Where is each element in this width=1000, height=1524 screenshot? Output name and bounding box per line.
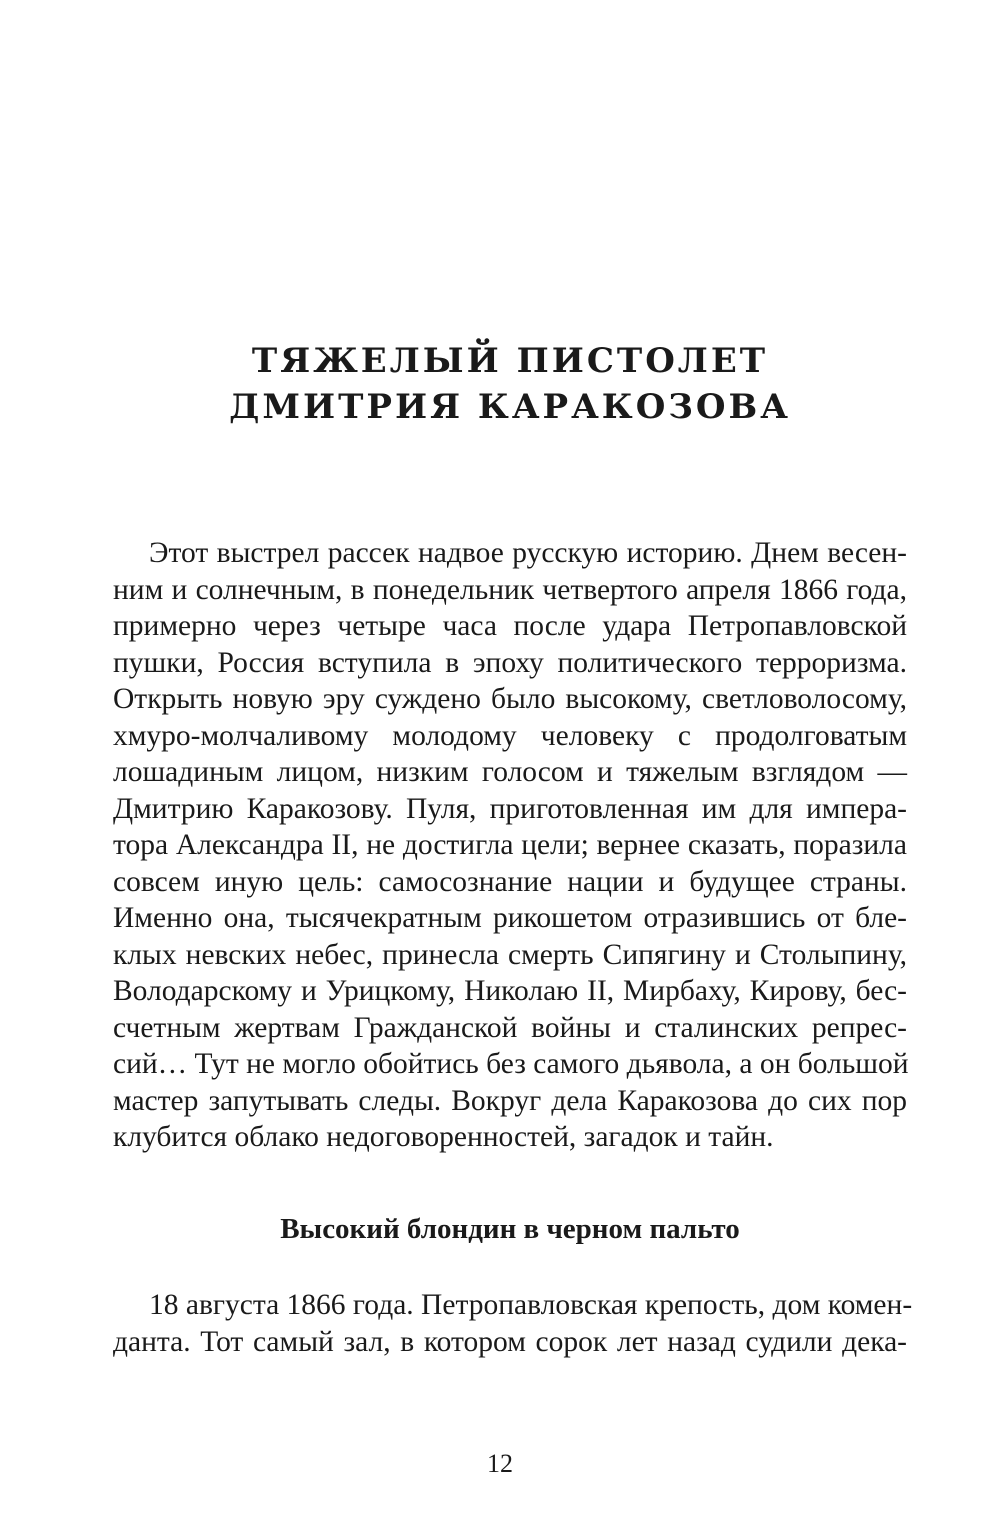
chapter-title-line-1: ТЯЖЕЛЫЙ ПИСТОЛЕТ <box>251 341 769 381</box>
paragraph-line: тора Александра II, не достигла цели; вернее сказать, поразила <box>113 829 907 861</box>
paragraph-line: счетным жертвам Гражданской войны и сталинских репрес- <box>113 1011 907 1044</box>
paragraph-line: пушки, Россия вступила в эпоху политического терроризма. <box>113 646 907 679</box>
paragraph-line: 18 августа 1866 года. Петропавловская крепость, дом комен- <box>149 1289 913 1321</box>
paragraph-line: примерно через четыре часа после удара Петропавловской <box>113 610 907 642</box>
section-heading: Высокий блондин в черном пальто <box>280 1213 740 1245</box>
paragraph-1 <box>113 535 907 1156</box>
paragraph-line: лошадиным лицом, низким голосом и тяжелым взглядом — <box>113 756 907 788</box>
paragraph-2 <box>113 1287 913 1360</box>
paragraph-line: мастер запутывать следы. Вокруг дела Каракозова до сих пор <box>113 1084 907 1117</box>
paragraph-line: Володарскому и Урицкому, Николаю II, Мирбаху, Кирову, бес- <box>113 975 907 1007</box>
chapter-title <box>100 338 920 430</box>
page-number: 12 <box>487 1449 513 1478</box>
paragraph-line: хмуро-молчаливому молодому человеку с продолговатым <box>113 719 907 752</box>
chapter-title-line-2: ДМИТРИЯ КАРАКОЗОВА <box>229 387 791 427</box>
paragraph-line: Именно она, тысячекратным рикошетом отразившись от бле- <box>113 902 907 934</box>
paragraph-line: клубится облако недоговоренностей, загадок и тайн. <box>113 1121 774 1153</box>
paragraph-line: Этот выстрел рассек надвое русскую историю. Днем весен- <box>149 537 907 569</box>
paragraph-line: данта. Тот самый зал, в котором сорок лет назад судили дека- <box>113 1325 907 1358</box>
paragraph-line: Дмитрию Каракозову. Пуля, приготовленная им для импера- <box>113 792 907 825</box>
paragraph-line: сий… Тут не могло обойтись без самого дьявола, а он большой <box>113 1048 909 1080</box>
paragraph-line: ним и солнечным, в понедельник четвертого апреля 1866 года, <box>113 573 907 606</box>
paragraph-line: клых невских небес, принесла смерть Сипягину и Столыпину, <box>113 938 907 971</box>
paragraph-line: Открыть новую эру суждено было высокому, светловолосому, <box>113 683 907 715</box>
paragraph-line: совсем иную цель: самосознание нации и будущее страны. <box>113 865 907 898</box>
